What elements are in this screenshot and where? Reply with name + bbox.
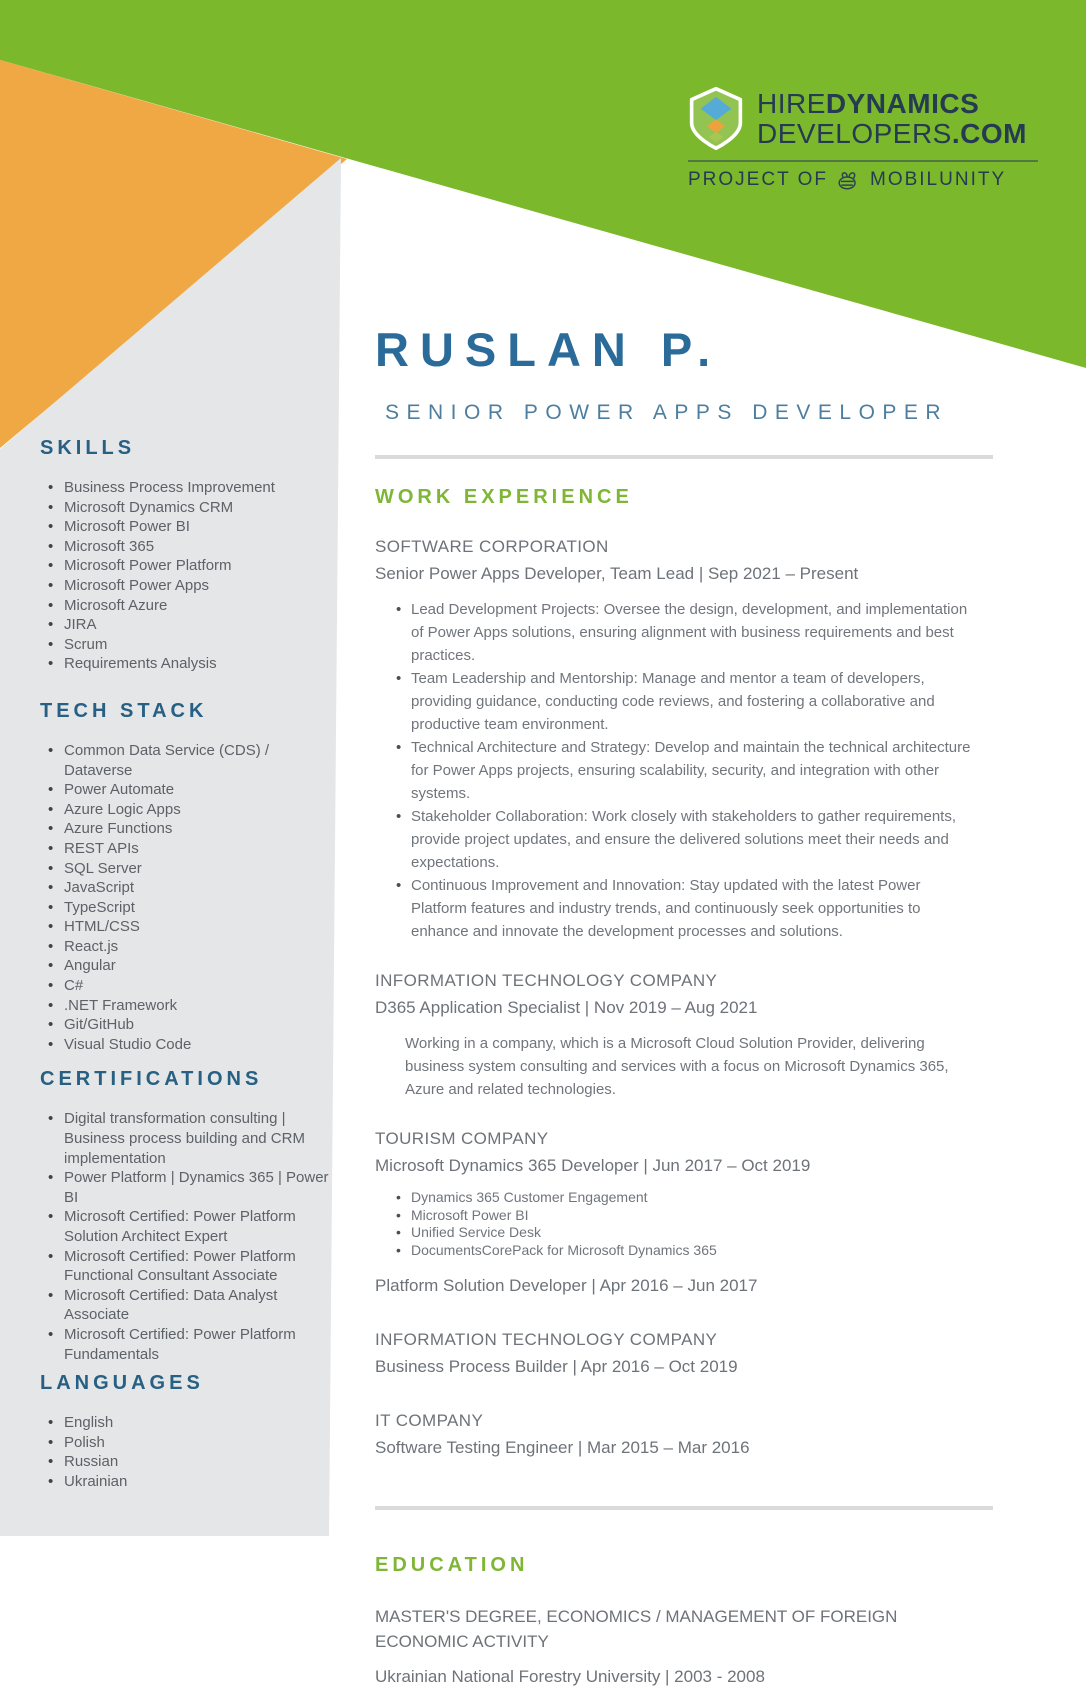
languages-heading: LANGUAGES <box>40 1372 204 1395</box>
job-bullet: • Dynamics 365 Customer Engagement <box>411 1189 975 1207</box>
certification-item: • Microsoft Certified: Power Platform Functional Consultant Associate <box>64 1247 334 1286</box>
certification-item: • Microsoft Certified: Power Platform Solution Architect Expert <box>64 1207 334 1246</box>
logo-tagline <box>688 169 1038 191</box>
job-bullet: • Team Leadership and Mentorship: Manage and mentor a team of developers, providing guidance, conducting code reviews, and fostering a collaborative and productive team environment. <box>411 667 975 736</box>
education-heading: EDUCATION <box>375 1554 529 1576</box>
certification-item: • Digital transformation consulting | Business process building and CRM implementation <box>64 1109 334 1168</box>
hiredynamics-shield-icon <box>688 86 744 151</box>
language-item: • Ukrainian <box>64 1472 334 1492</box>
mobilunity-bee-icon <box>835 170 863 191</box>
certification-item: • Microsoft Certified: Data Analyst Associate <box>64 1286 334 1325</box>
brand-line-2 <box>757 119 1027 149</box>
job-bullet: • Technical Architecture and Strategy: Develop and maintain the technical architecture for Power Apps projects, ensuring scalability, security, and integration with other systems. <box>411 736 975 805</box>
person-title: SENIOR POWER APPS DEVELOPER <box>385 401 949 424</box>
tech-item: • .NET Framework <box>64 996 334 1016</box>
job-entry <box>375 1411 995 1458</box>
brand-line-1 <box>757 89 1027 119</box>
brand-com: .COM <box>951 117 1027 149</box>
person-name: RUSLAN P. <box>375 323 722 376</box>
main-content <box>375 322 995 1687</box>
job-bullet: • DocumentsCorePack for Microsoft Dynamics 365 <box>411 1242 975 1260</box>
tech-stack-list <box>40 741 334 1055</box>
tagline-brand: MOBILUNITY <box>870 169 1007 190</box>
skill-item: • JIRA <box>64 615 334 635</box>
education-institution: Ukrainian National Forestry University | 2003 - 2008 <box>375 1667 765 1687</box>
job-entry <box>375 1330 995 1377</box>
tech-item: • Angular <box>64 956 334 976</box>
tech-item: • Azure Functions <box>64 819 334 839</box>
job-company: INFORMATION TECHNOLOGY COMPANY <box>375 971 718 990</box>
job-company: TOURISM COMPANY <box>375 1129 549 1148</box>
job-company: INFORMATION TECHNOLOGY COMPANY <box>375 1330 718 1349</box>
brand-developers: DEVELOPERS <box>757 117 952 149</box>
skill-item: • Microsoft Power BI <box>64 517 334 537</box>
job-company: SOFTWARE CORPORATION <box>375 537 609 556</box>
job-role: Senior Power Apps Developer, Team Lead | Sep 2021 – Present <box>375 564 859 583</box>
certification-item: • Microsoft Certified: Power Platform Fundamentals <box>64 1325 334 1364</box>
language-item: • Polish <box>64 1433 334 1453</box>
job-description: Working in a company, which is a Microsoft Cloud Solution Provider, delivering business system consulting and services with a focus on Microsoft Dynamics 365, Azure and related technologies. <box>405 1035 949 1098</box>
skill-item: • Microsoft Power Apps <box>64 576 334 596</box>
education-degree: MASTER'S DEGREE, ECONOMICS / MANAGEMENT OF FOREIGN ECONOMIC ACTIVITY <box>375 1607 898 1651</box>
languages-list <box>40 1413 334 1491</box>
skills-heading: SKILLS <box>40 437 136 459</box>
job-entry <box>375 971 995 1101</box>
language-item: • Russian <box>64 1452 334 1472</box>
section-divider <box>375 455 993 459</box>
skill-item: • Business Process Improvement <box>64 478 334 498</box>
tech-item: • Visual Studio Code <box>64 1035 334 1055</box>
job-bullet-list <box>375 598 975 943</box>
job-role: Business Process Builder | Apr 2016 – Oct 2019 <box>375 1357 738 1376</box>
language-item: • English <box>64 1413 334 1433</box>
skill-item: • Microsoft Dynamics CRM <box>64 498 334 518</box>
tech-item: • React.js <box>64 937 334 957</box>
skill-item: • Requirements Analysis <box>64 654 334 674</box>
logo-divider <box>688 160 1038 162</box>
tech-item: • Git/GitHub <box>64 1015 334 1035</box>
logo-brand-row <box>688 86 1038 151</box>
logo <box>688 86 1038 191</box>
certifications-list <box>40 1109 334 1364</box>
tech-item: • JavaScript <box>64 878 334 898</box>
tech-item: • Common Data Service (CDS) / Dataverse <box>64 741 334 780</box>
sidebar <box>40 437 334 1492</box>
tech-item: • Power Automate <box>64 780 334 800</box>
brand-wordmark <box>757 89 1027 148</box>
tech-stack-heading: TECH STACK <box>40 699 208 722</box>
job-role: Platform Solution Developer | Apr 2016 – Jun 2017 <box>375 1276 758 1295</box>
job-bullet: • Microsoft Power BI <box>411 1207 975 1225</box>
skill-item: • Scrum <box>64 635 334 655</box>
skill-item: • Microsoft Power Platform <box>64 556 334 576</box>
job-role: Microsoft Dynamics 365 Developer | Jun 2017 – Oct 2019 <box>375 1156 811 1175</box>
certification-item: • Power Platform | Dynamics 365 | Power BI <box>64 1168 334 1207</box>
certifications-heading: CERTIFICATIONS <box>40 1068 263 1091</box>
job-bullet: • Unified Service Desk <box>411 1224 975 1242</box>
job-bullet: • Stakeholder Collaboration: Work closely with stakeholders to gather requirements, provide project updates, and ensure the delivered solutions meet their needs and expectations. <box>411 805 975 874</box>
job-entry <box>375 537 995 943</box>
tech-item: • TypeScript <box>64 898 334 918</box>
tech-item: • C# <box>64 976 334 996</box>
tech-item: • REST APIs <box>64 839 334 859</box>
skill-item: • Microsoft 365 <box>64 537 334 557</box>
section-divider <box>375 1506 993 1510</box>
job-role: Software Testing Engineer | Mar 2015 – Mar 2016 <box>375 1438 750 1457</box>
job-bullet: • Lead Development Projects: Oversee the design, development, and implementation of Power Apps solutions, ensuring alignment with business requirements and best practices. <box>411 598 975 667</box>
tech-item: • Azure Logic Apps <box>64 800 334 820</box>
brand-dynamics: DYNAMICS <box>825 87 980 119</box>
brand-hire: HIRE <box>757 87 826 119</box>
job-bullet: • Continuous Improvement and Innovation: Stay updated with the latest Power Platform features and industry trends, and continuously seek opportunities to enhance and innovate the development processes and solutions. <box>411 874 975 943</box>
tech-item: • SQL Server <box>64 859 334 879</box>
skills-list <box>40 478 334 674</box>
job-role: D365 Application Specialist | Nov 2019 – Aug 2021 <box>375 998 758 1017</box>
tagline-prefix: PROJECT OF <box>688 169 828 190</box>
skill-item: • Microsoft Azure <box>64 596 334 616</box>
tech-item: • HTML/CSS <box>64 917 334 937</box>
job-company: IT COMPANY <box>375 1411 484 1430</box>
job-bullet-list <box>375 1189 975 1259</box>
work-experience-heading: WORK EXPERIENCE <box>375 486 633 508</box>
job-entry <box>375 1129 995 1296</box>
